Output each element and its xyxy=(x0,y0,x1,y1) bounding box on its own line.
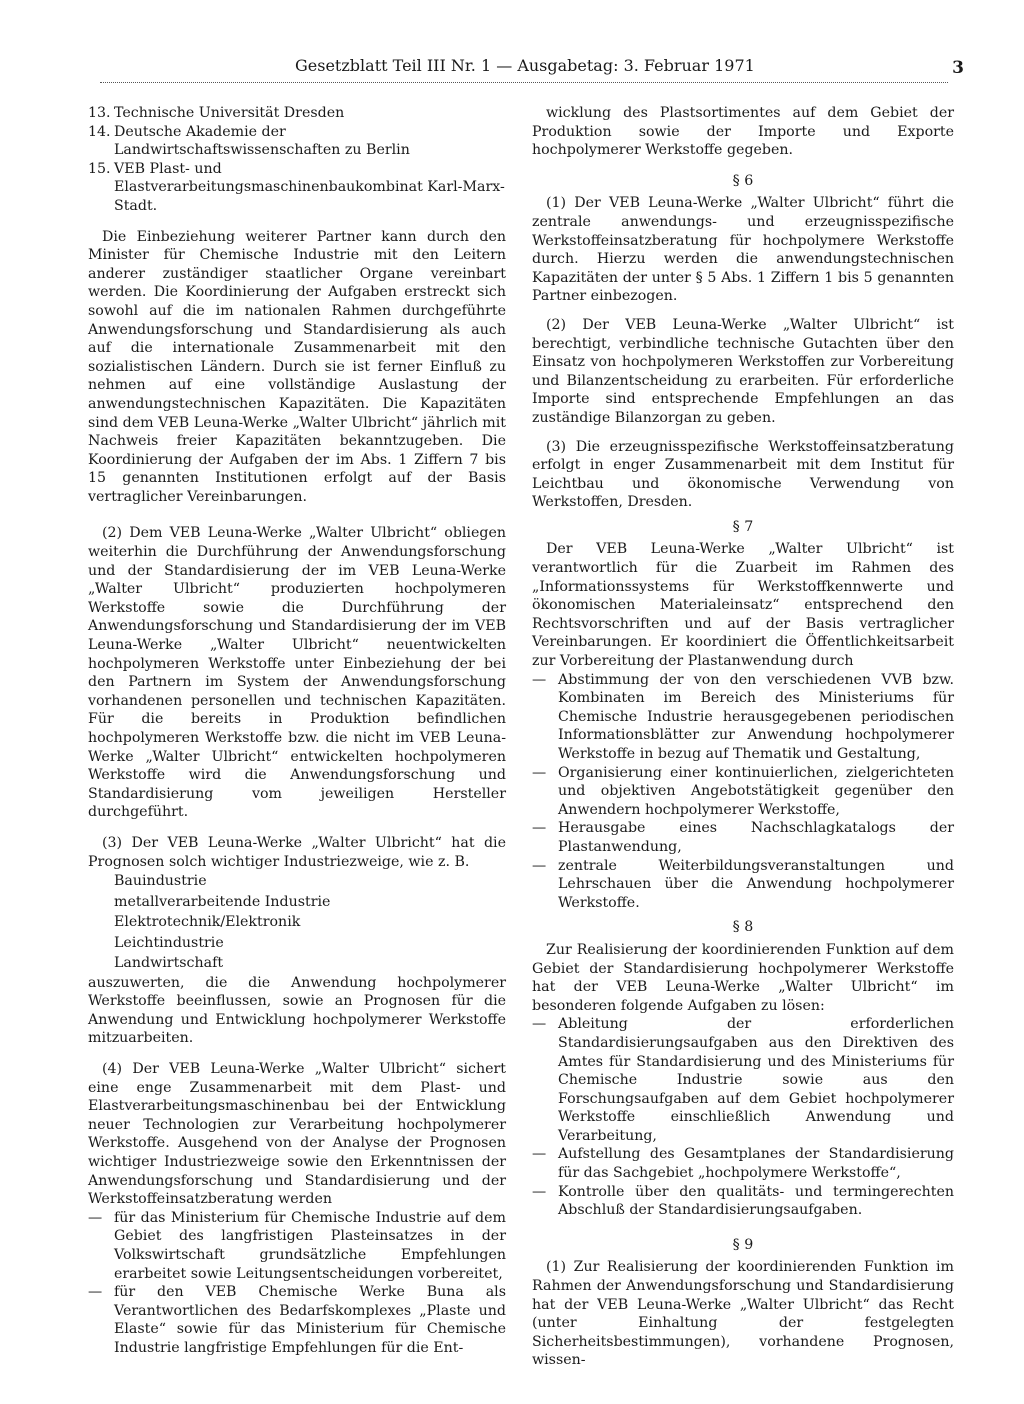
dash-marker: — xyxy=(532,764,547,781)
dash-marker: — xyxy=(532,1146,547,1163)
dash-marker: — xyxy=(532,820,547,837)
section-heading: § 8 xyxy=(732,919,754,936)
list-text: VEB Plast- und Elastverarbeitungsmaschinenbaukombinat Karl-Marx-Stadt. xyxy=(114,160,505,214)
paragraph: (2) Dem VEB Leuna-Werke „Walter Ulbricht“ obliegen weiterhin die Durchführung der Anwendungsforschung und der Standardisierung der im VEB Leuna-Werke „Walter Ulbricht“ produzierten hochpolymeren Werkstoffe sowie die Durchführung der Anwendungsforschung und Standardisierung der im VEB Leuna-Werke „Walter Ulbricht“ neuentwickelten hochpolymeren Werkstoffe unter Einbeziehung der bei den Partnern im System der Anwendungsforschung vorhandenen personellen und technischen Kapazitäten. Für die bereits in Produktion befindlichen hochpolymeren Werkstoffe bzw. die nicht im VEB Leuna-Werke „Walter Ulbricht“ entwickelten hochpolymeren Werkstoffe wird die Anwendungsforschung und Standardisierung vom jeweiligen Hersteller durchgeführt. xyxy=(88,525,506,821)
dash-item xyxy=(88,1209,506,1283)
paragraph: Die Einbeziehung weiterer Partner kann durch den Minister für Chemische Industrie mit den Leitern anderer zuständiger staatlicher Organe vereinbart werden. Die Koordinierung der Aufgaben erstreckt sich sowohl auf die im nationalen Rahmen durchgeführte Anwendungsforschung und Standardisierung als auch auf die internationale Zusammenarbeit mit den sozialistischen Ländern. Durch sie ist ferner Einfluß zu nehmen auf eine vollständige Auslastung der anwendungstechnischen Kapazitäten. Die Kapazitäten sind dem VEB Leuna-Werke „Walter Ulbricht“ jährlich mit Nachweis freier Kapazitäten bekanntzugeben. Die Koordinierung der Aufgaben der im Abs. 1 Ziffern 7 bis 15 genannten Institutionen erfolgt auf der Basis vertraglicher Vereinbarungen. xyxy=(88,228,506,505)
dash-text: Organisierung einer kontinuierlichen, zielgerichteten und objektiven Angebotstätigkeit gegenüber den Anwendern hochpolymerer Werkstoffe, xyxy=(558,764,954,818)
dash-item xyxy=(532,764,954,820)
dash-text: für das Ministerium für Chemische Industrie auf dem Gebiet des langfristigen Plasteinsatzes in der Volkswirtschaft grundsätzliche Empfehlungen erarbeitet sowie Leitungsentscheidungen vorbereitet, xyxy=(114,1209,506,1282)
list-number: 13. xyxy=(88,105,111,121)
list-text: Technische Universität Dresden xyxy=(114,105,345,121)
list-item xyxy=(88,104,506,123)
list-number: 15. xyxy=(88,160,111,177)
paragraph: (3) Der VEB Leuna-Werke „Walter Ulbricht“ hat die Prognosen solch wichtiger Industriezweige, wie z. B. xyxy=(88,834,506,870)
dash-text: Kontrolle über den qualitäts- und termingerechten Abschluß der Standardisierungsaufgaben. xyxy=(558,1183,954,1219)
list-text: Deutsche Akademie der Landwirtschaftswissenschaften zu Berlin xyxy=(114,123,410,159)
dash-item xyxy=(532,1183,954,1220)
dash-marker: — xyxy=(532,671,547,688)
dash-item xyxy=(532,1145,954,1182)
dash-text: Herausgabe eines Nachschlagkatalogs der Plastanwendung, xyxy=(558,820,954,855)
dash-item xyxy=(532,857,954,913)
paragraph: (1) Der VEB Leuna-Werke „Walter Ulbricht“ führt die zentrale anwendungs- und erzeugnisspezifische Werkstoffeinsatzberatung für hochpolymere Werkstoffe durch. Hierzu werden die anwendungstechnischen Kapazitäten der unter § 5 Abs. 1 Ziffern 1 bis 5 genannten Partner einbezogen. xyxy=(532,195,954,305)
section-heading: § 9 xyxy=(732,1236,754,1253)
paragraph: Zur Realisierung der koordinierenden Funktion auf dem Gebiet der Standardisierung hochpolymerer Werkstoffe hat der VEB Leuna-Werke „Walter Ulbricht“ im besonderen folgende Aufgaben zu lösen: xyxy=(532,941,954,1014)
dash-marker: — xyxy=(532,857,547,874)
paragraph: wicklung des Plastsortimentes auf dem Gebiet der Produktion sowie der Importe und Exporte hochpolymerer Werkstoffe gegeben. xyxy=(532,105,954,159)
dash-marker: — xyxy=(532,1183,547,1200)
paragraph: (4) Der VEB Leuna-Werke „Walter Ulbricht“ sichert eine enge Zusammenarbeit mit dem Plast- und Elastverarbeitungsmaschinenbau bei der Entwicklung neuer Technologien zur Verarbeitung hochpolymerer Werkstoffe. Ausgehend von der Analyse der Prognosen wichtiger Industriezweige sowie den Erkenntnissen der Anwendungsforschung und Standardisierung und der Werkstoffeinsatzberatung werden xyxy=(88,1061,506,1208)
industry-list xyxy=(88,871,506,974)
page-number: 3 xyxy=(952,58,964,78)
dash-item xyxy=(532,671,954,764)
list-item: Elektrotechnik/Elektronik xyxy=(114,914,301,931)
paragraph: (1) Zur Realisierung der koordinierenden Funktion im Rahmen der Anwendungsforschung und Standardisierung hat der VEB Leuna-Werke „Walter Ulbricht“ das Recht (unter Einhaltung der festgelegten Sicherheitsbestimmungen), vorhandene Prognosen, wissen- xyxy=(532,1259,954,1369)
dash-item xyxy=(532,1015,954,1145)
dash-marker: — xyxy=(88,1209,103,1226)
list-item: metallverarbeitende Industrie xyxy=(114,893,331,910)
list-item xyxy=(88,160,506,216)
dash-text: Abstimmung der von den verschiedenen VVB bzw. Kombinaten im Bereich des Ministeriums für Chemische Industrie herausgegebenen periodischen Informationsblätter zur Anwendung hochpolymerer Werkstoffe in bezug auf Thematik und Gestaltung, xyxy=(558,671,954,762)
dash-text: zentrale Weiterbildungsveranstaltungen und Lehrschauen über die Anwendung hochpolymerer Werkstoffe. xyxy=(558,857,954,911)
paragraph: (3) Die erzeugnisspezifische Werkstoffeinsatzberatung erfolgt in enger Zusammenarbeit mit dem Institut für Leichtbau und ökonomische Verwendung von Werkstoffen, Dresden. xyxy=(532,438,954,511)
dash-marker: — xyxy=(88,1284,103,1301)
header-title: Gesetzblatt Teil III Nr. 1 — Ausgabetag: 3. Februar 1971 xyxy=(295,56,755,75)
dash-text: für den VEB Chemische Werke Buna als Verantwortlichen des Bedarfskomplexes „Plaste und Elaste“ sowie für das Ministerium für Chemische Industrie langfristige Empfehlungen für die Ent- xyxy=(114,1284,506,1356)
section-heading: § 6 xyxy=(732,172,754,189)
dash-text: Ableitung der erforderlichen Standardisierungsaufgaben aus den Direktiven des Amtes für Standardisierung und des Ministeriums für Chemische Industrie sowie aus den Forschungsaufgaben auf dem Gebiet hochpolymerer Werkstoffe einschließlich Anwendung und Verarbeitung, xyxy=(558,1016,954,1144)
list-item: Landwirtschaft xyxy=(114,955,224,972)
dash-marker: — xyxy=(532,1016,547,1033)
page-header xyxy=(100,56,964,84)
left-column xyxy=(88,104,506,1358)
list-item xyxy=(88,123,506,160)
dash-item xyxy=(532,819,954,856)
right-column xyxy=(532,104,954,1370)
list-item: Leichtindustrie xyxy=(114,934,224,951)
paragraph: Der VEB Leuna-Werke „Walter Ulbricht“ ist verantwortlich für die Zuarbeit im Rahmen des „Informationssystems für Werkstoffkennwerte und ökonomischen Materialeinsatz“ entsprechend den Rechtsvorschriften und auf der Basis vertraglicher Vereinbarungen. Er koordiniert die Öffentlichkeitsarbeit zur Vorbereitung der Plastanwendung durch xyxy=(532,541,954,670)
paragraph: (2) Der VEB Leuna-Werke „Walter Ulbricht“ ist berechtigt, verbindliche technische Gutachten über den Einsatz von hochpolymeren Werkstoffen zur Vorbereitung und Bilanzentscheidung zu erarbeiten. Für erforderliche Importe sind entsprechende Empfehlungen an das zuständige Bilanzorgan zu geben. xyxy=(532,316,954,426)
dash-item xyxy=(88,1283,506,1357)
dash-text: Aufstellung des Gesamtplanes der Standardisierung für das Sachgebiet „hochpolymere Werkstoffe“, xyxy=(558,1146,954,1182)
paragraph: auszuwerten, die die Anwendung hochpolymerer Werkstoffe beeinflussen, sowie an Prognosen für die Anwendung und Entwicklung hochpolymerer Werkstoffe mitzuarbeiten. xyxy=(88,974,506,1047)
header-rule xyxy=(100,82,948,83)
list-item: Bauindustrie xyxy=(114,873,207,890)
list-number: 14. xyxy=(88,123,111,140)
section-heading: § 7 xyxy=(732,518,754,535)
